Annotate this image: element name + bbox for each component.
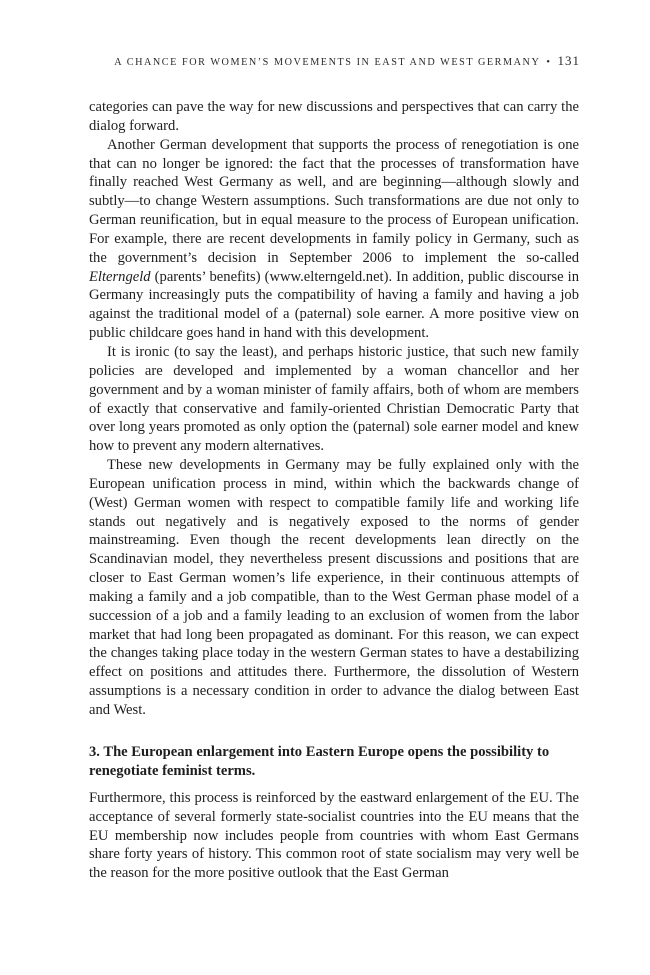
paragraph-german-development	[89, 136, 579, 343]
section-heading: 3. The European enlargement into Eastern Europe opens the possibility to renegotiate feminist terms.	[89, 743, 550, 780]
body-text	[89, 98, 579, 883]
paragraph-text: Another German development that supports the process of renegotiation is one that can no longer be ignored: the fact that the processes of transformation have finally reached West Germany as well, and are beginning—although slowly and subtly—to change Western assumptions. Such transformations are due not only to German reunification, but in equal measure to the process of European unification. For example, there are recent developments in family policy in Germany, such as the government’s decision in September 2006 to implement the so-called	[89, 136, 579, 266]
running-head	[100, 53, 580, 69]
italic-term: Elterngeld	[89, 268, 151, 285]
paragraph-continued: categories can pave the way for new discussions and perspectives that can carry the dialog forward.	[89, 99, 579, 134]
paragraph-new-developments: These new developments in Germany may be fully explained only with the European unification process in mind, within which the backwards change of (West) German women with respect to compatible family life and working life stands out negatively and is negatively exposed to the norms of gender mainstreaming. Even though the recent developments lean directly on the Scandinavian model, they nevertheless present discussions and positions that are closer to East German women’s life experience, in their continuous attempts of making a family and a job compatible, than to the West German phase model of a succession of a job and a family leading to an exclusion of women from the labor market that had long been propagated as dominant. For this reason, we can expect the changes taking place today in the western German states to have a destabilizing effect on positions and attitudes there. Furthermore, the dissolution of Western assumptions is a necessary condition in order to advance the dialog between East and West.	[89, 457, 579, 718]
paragraph-irony: It is ironic (to say the least), and perhaps historic justice, that such new family policies are developed and implemented by a woman chancellor and her government and by a woman minister of family affairs, both of whom are members of exactly that conservative and family-oriented Christian Democratic Party that over long years promoted as only option the (paternal) sole earner model and knew how to prevent any modern alternatives.	[89, 343, 579, 455]
running-head-title: A CHANCE FOR WOMEN’S MOVEMENTS IN EAST AND WEST GERMANY	[114, 57, 541, 68]
page-number: 131	[557, 53, 580, 68]
paragraph-text: (parents’ benefits) (www.elterngeld.net). In addition, public discourse in Germany increasingly puts the compatibility of having a family and having a job against the traditional model of a (paternal) sole earner. A more positive view on public childcare goes hand in hand with this development.	[89, 268, 579, 342]
running-head-separator: •	[546, 57, 552, 68]
paragraph-eu-enlargement: Furthermore, this process is reinforced by the eastward enlargement of the EU. The acceptance of several formerly state-socialist countries into the EU means that the EU membership now includes people from countries with whom East Germans share forty years of history. This common root of state socialism may very well be the reason for the more positive outlook that the East German	[89, 789, 579, 882]
